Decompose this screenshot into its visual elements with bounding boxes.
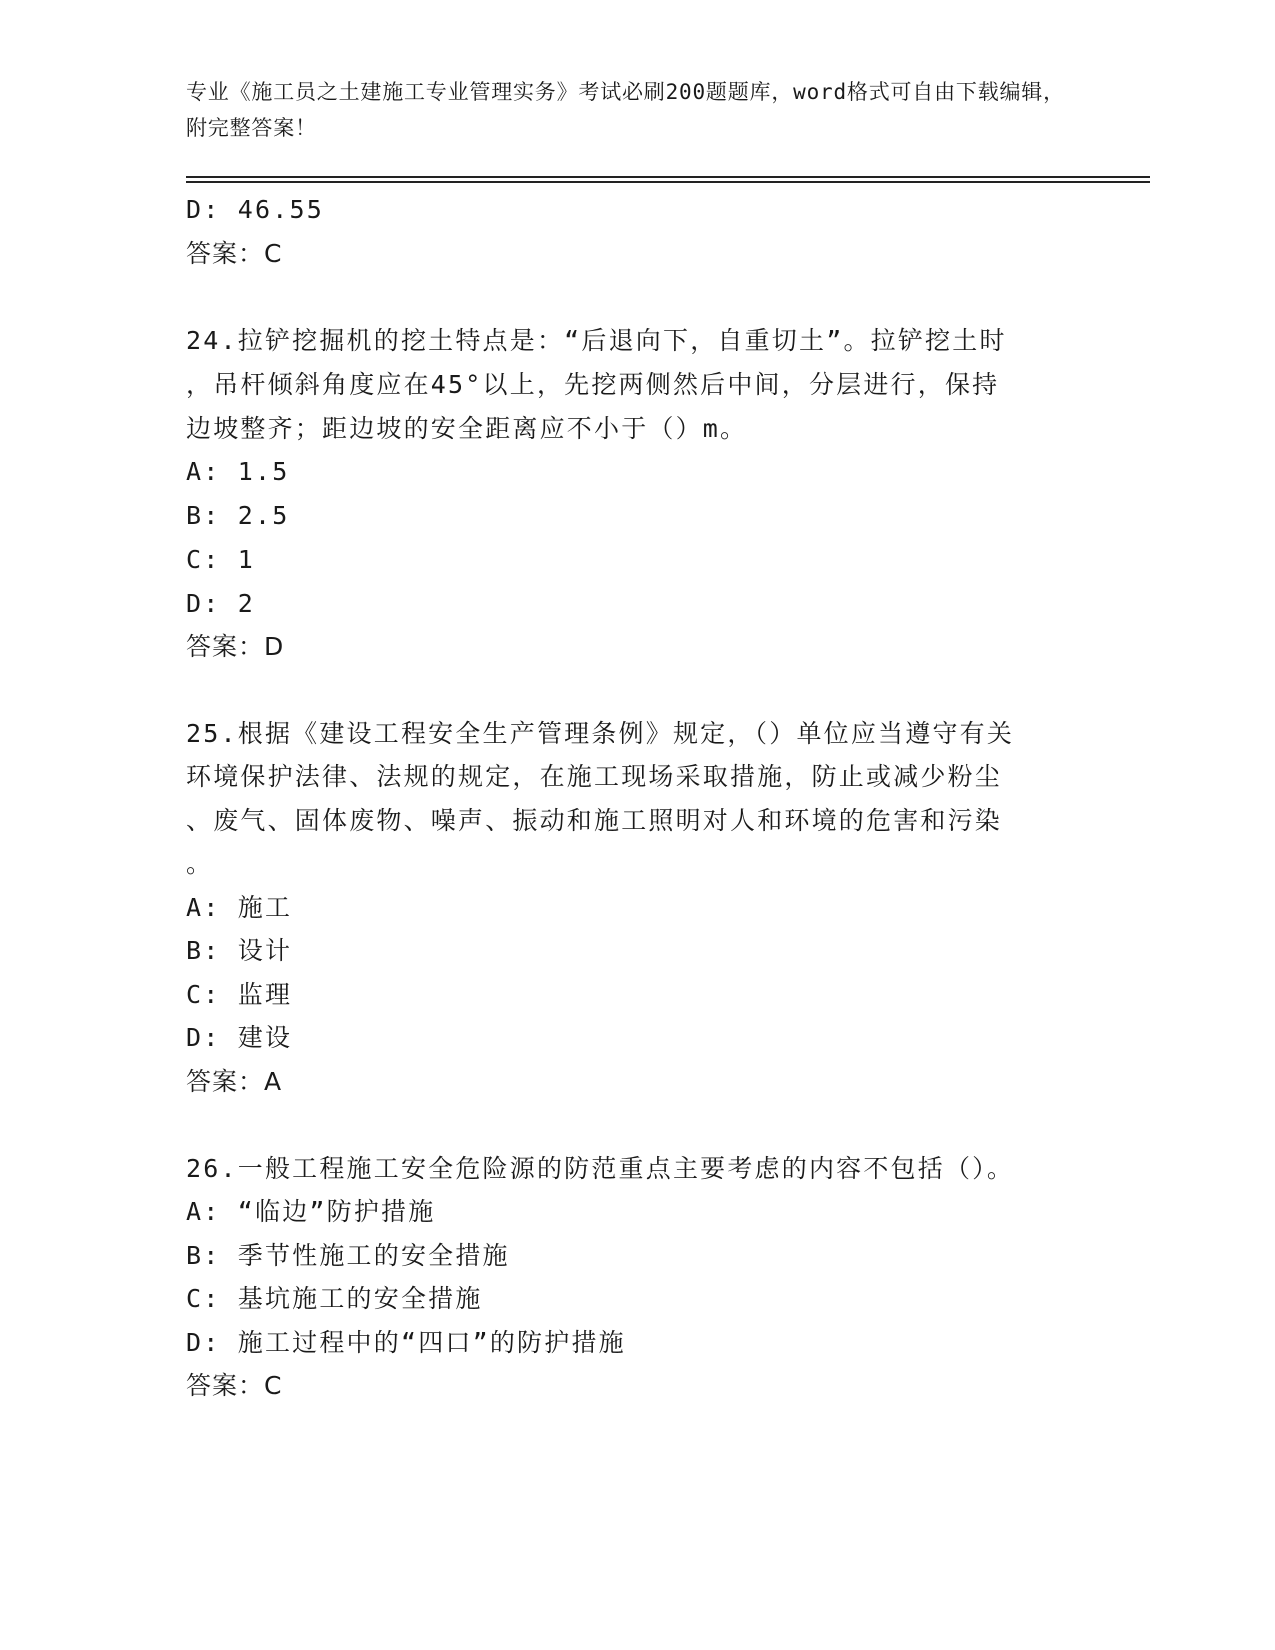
answer-line: 答案：C [186,1371,283,1400]
question-25-text: 25.根据《建设工程安全生产管理条例》规定，（）单位应当遵守有关 [186,719,1015,748]
option-a: A: 1.5 [186,457,290,486]
answer-line: 答案：C [186,239,283,268]
option-d: D: 施工过程中的“四口”的防护措施 [186,1328,626,1357]
option-b: B: 2.5 [186,501,290,530]
question-25-text: 。 [186,849,214,878]
question-24-text: 24.拉铲挖掘机的挖土特点是：“后退向下，自重切土”。拉铲挖土时 [186,326,1007,355]
option-b: B: 季节性施工的安全措施 [186,1241,510,1270]
option-c: C: 1 [186,545,256,574]
option-d: D: 建设 [186,1023,293,1052]
header-rule-bottom [186,181,1150,183]
question-25-text: 、废气、固体废物、噪声、振动和施工照明对人和环境的危害和污染 [186,806,1003,835]
question-25-text: 环境保护法律、法规的规定，在施工现场采取措施，防止或减少粉尘 [186,762,1003,791]
option-d: D: 46.55 [186,195,325,224]
header-rule-top [186,176,1150,178]
option-d: D: 2 [186,589,256,618]
question-24-text: 边坡整齐；距边坡的安全距离应不小于（）m。 [186,414,748,443]
option-a: A: “临边”防护措施 [186,1197,436,1226]
option-c: C: 基坑施工的安全措施 [186,1284,483,1313]
question-26-text: 26.一般工程施工安全危险源的防范重点主要考虑的内容不包括（）。 [186,1154,1015,1183]
option-b: B: 设计 [186,936,293,965]
option-c: C: 监理 [186,980,293,1009]
page-header: 专业《施工员之土建施工专业管理实务》考试必刷200题题库，word格式可自由下载编辑，附完整答案！ [186,80,1065,140]
option-a: A: 施工 [186,893,293,922]
answer-line: 答案：D [186,632,285,661]
answer-line: 答案：A [186,1067,283,1096]
question-24-text: ，吊杆倾斜角度应在45°以上，先挖两侧然后中间，分层进行，保持 [186,370,1000,399]
